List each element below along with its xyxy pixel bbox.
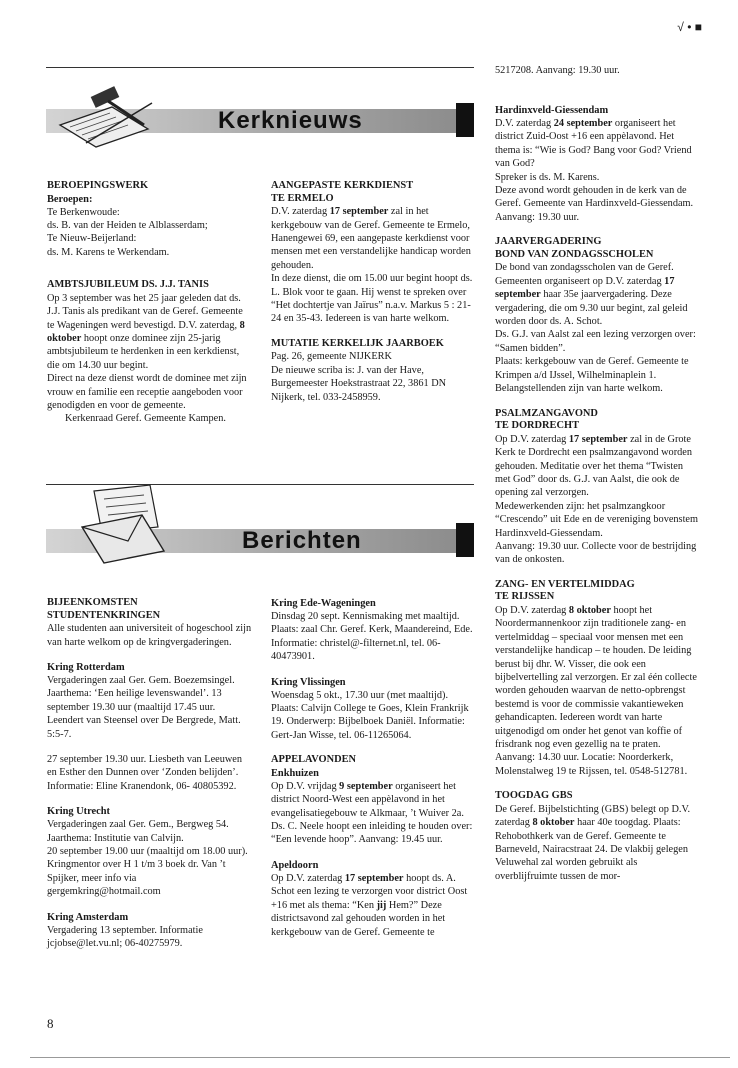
kring-utrecht xyxy=(47,805,252,898)
paragraph: 20 september 19.00 uur (maaltijd om 18.00 uur). Kringmentor over H 1 t/m 3 boek dr. Van ’t Spijker, meer info via gergemkring@hotmail.com xyxy=(47,846,248,898)
ambtsjubileum xyxy=(47,279,252,426)
text-line: Te Berkenwoude: xyxy=(47,206,120,218)
berichten-col-1 xyxy=(47,597,252,963)
bottom-rule xyxy=(30,1057,730,1058)
paragraph: Spreker is ds. M. Karens. xyxy=(495,171,600,183)
paragraph: Medewerkenden zijn: het psalmzangkoor “Crescendo” uit Ede en de vereniging bovenstem Hardinxveld-Giessendam. xyxy=(495,500,699,539)
paragraph: Pag. 26, gemeente NIJKERK xyxy=(271,351,392,363)
heading: BIJEENKOMSTEN xyxy=(47,597,138,608)
corner-marks: √ • ■ xyxy=(677,20,702,34)
zang-vertelmiddag xyxy=(495,579,700,778)
toogdag xyxy=(495,790,700,883)
paragraph: Vergaderingen zaal Ger. Gem. Boezemsingel. Jaarthema: ‘Een heilige levenswandel’. 13 september 19.30 uur (maaltijd 17.45 uur. Leendert van Steensel over De Bergrede, Matt. 5:5-7. xyxy=(47,675,241,740)
text-line: Te Nieuw-Beijerland: xyxy=(47,233,137,245)
bijeenkomsten xyxy=(47,597,252,649)
heading: TE ERMELO xyxy=(271,192,334,204)
paragraph: De bond van zondagsscholen van de Geref. Gemeenten organiseert op D.V. zaterdag 17 september haar 35e jaarvergadering. Deze vergadering, die om 9.30 uur begint, zal geleid worden door ds. A. Schot. xyxy=(495,262,688,328)
paragraph: Op D.V. zaterdag 17 september zal in de Grote Kerk te Dordrecht een psalmzangavond worden gehouden. Meditatie over het thema “Twisten met God” door ds. G.J. van Aalst, die ook de opening zal verzorgen. xyxy=(495,433,692,499)
kring-rotterdam xyxy=(47,661,252,793)
heading: TE DORDRECHT xyxy=(495,420,580,432)
page-number: 8 xyxy=(47,1016,54,1031)
subheading: Kring Ede-Wageningen xyxy=(271,598,376,609)
paragraph: Alle studenten aan universiteit of hogeschool zijn van harte welkom op de kringvergaderingen. xyxy=(47,623,252,648)
paragraph: Deze avond wordt gehouden in de kerk van de Geref. Gemeente van Hardinxveld-Giessendam. Aanvang: 19.30 uur. xyxy=(495,185,694,223)
subheading: Kring Rotterdam xyxy=(47,662,125,673)
envelope-letter-icon xyxy=(72,481,182,567)
hardinxveld xyxy=(495,104,700,224)
paragraph: Aanvang: 14.30 uur. Locatie: Noorderkerk, Molenstalweg 19 te Rijssen, tel. 0548-512781. xyxy=(495,752,688,777)
subheading: Enkhuizen xyxy=(271,767,319,779)
paragraph: De nieuwe scriba is: J. van der Have, Burgemeester Hoekstrastraat 22, 3861 DN Nijkerk, tel. 033-2458959. xyxy=(271,364,447,403)
paragraph: Vergadering 13 september. Informatie jcjobse@let.vu.nl; 06-40275979. xyxy=(47,924,203,950)
paragraph: Op D.V. vrijdag 9 september organiseert het district Noord-West een appèlavond in het evangelisatiegebouw te Alkmaar, ’t Wuiver 2a. Ds. C. Neele hoopt een inleiding te houden over: “Een levende hoop”. Aanvang: 19.45 uur. xyxy=(271,780,473,846)
paragraph: Direct na deze dienst wordt de dominee met zijn vrouw en familie een receptie aangeboden voor genodigden en voor de gemeente. xyxy=(47,373,247,412)
paragraph: De Geref. Bijbelstichting (GBS) belegt op D.V. zaterdag 8 oktober haar 40e toogdag. Plaats: Rehobothkerk van de Geref. Gemeente te Barneveld, Nairacstraat 24. De vlakbij gelegen Veluwehal zal worden gebruikt als overblijfruimte tussen de mor- xyxy=(495,803,691,882)
kerknieuws-banner xyxy=(46,99,474,145)
top-rule xyxy=(46,67,474,68)
kerknieuws-title: Kerknieuws xyxy=(218,107,363,134)
paragraph: Op D.V. zaterdag 17 september hoopt ds. A. Schot een lezing te verzorgen voor district Oost +16 met als thema: “Ken jij Hem?” Deze districtsavond zal gehouden worden in het kerkgebouw van de Geref. Gemeente te xyxy=(271,872,468,938)
heading: JAARVERGADERING xyxy=(495,236,602,248)
mutatie-jaarboek xyxy=(271,338,475,404)
text-line: ds. M. Karens te Werkendam. xyxy=(47,246,170,258)
aangepaste-kerkdienst xyxy=(271,180,475,326)
heading: TE RIJSSEN xyxy=(495,591,555,603)
kerknieuws-col-2 xyxy=(271,180,475,416)
heading: STUDENTENKRINGEN xyxy=(47,609,161,621)
paragraph: D.V. zaterdag 24 september organiseert het district Zuid-Oost +16 een appèlavond. Het thema is: “Wie is God? Bang voor God? Vriend van God? xyxy=(495,118,692,170)
heading: APPELAVONDEN xyxy=(271,754,357,766)
kring-ede xyxy=(271,597,475,664)
kring-amsterdam xyxy=(47,911,252,951)
kerknieuws-col-1 xyxy=(47,180,252,438)
signature: Kerkenraad Geref. Gemeente Kampen. xyxy=(65,413,226,425)
psalmzangavond xyxy=(495,408,700,567)
paragraph: Vergaderingen zaal Ger. Gem., Bergweg 54. Jaarthema: Institutie van Calvijn. xyxy=(47,819,229,844)
apeldoorn-continued: 5217208. Aanvang: 19.30 uur. xyxy=(495,65,620,76)
jaarvergadering xyxy=(495,236,700,395)
subheading: Apeldoorn xyxy=(271,859,319,871)
subheading: Beroepen: xyxy=(47,193,93,205)
subheading: Kring Vlissingen xyxy=(271,676,346,688)
paragraph: In deze dienst, die om 15.00 uur begint hoopt ds. L. Blok voor te gaan. Hij wenst te spreken over “Het dochtertje van Jaïrus” n.a.v. Markus 5 : 21-24 en 35-43. Iedereen is van harte welkom. xyxy=(271,273,473,325)
gavel-document-icon xyxy=(52,85,164,149)
heading: AANGEPASTE KERKDIENST xyxy=(271,180,414,191)
right-col xyxy=(495,64,700,895)
berichten-banner xyxy=(46,519,474,565)
paragraph: Ds. G.J. van Aalst zal een lezing verzorgen over: “Samen bidden”. xyxy=(495,329,696,354)
heading: AMBTSJUBILEUM DS. J.J. TANIS xyxy=(47,279,209,291)
paragraph: Dinsdag 20 sept. Kennismaking met maaltijd. Plaats: zaal Chr. Geref. Kerk, Maandereind, Ede. Informatie: christel@-filternet.nl, tel. 06-40473901. xyxy=(271,611,473,663)
paragraph: Op D.V. zaterdag 8 oktober hoopt het Noordermannenkoor zijn traditionele zang- en vertelmiddag – speciaal voor mensen met een verstandelijke handicap – te houden. De leiding berust bij dhr. W. Visser, die ook een bijbelvertelling zal verzorgen. Er zal één collecte worden gehouden waarvan de netto-opbrengst bestemd is voor de commissie vakantieweken gehandicapten. Iedereen wordt van harte uitgenodigd om onder het genot van koffie of frisdrank nog even gezellig na te praten. xyxy=(495,604,697,750)
subheading: Kring Utrecht xyxy=(47,806,111,818)
paragraph: Op 3 september was het 25 jaar geleden dat ds. J.J. Tanis als predikant van de Geref. Gemeente te Wageningen werd bevestigd. D.V. zaterdag, 8 oktober hoopt onze dominee zijn 25-jarig ambtsjubileum te herdenken in een kerkdienst, die om 14.30 uur begint. xyxy=(47,292,245,371)
heading: BOND VAN ZONDAGSSCHOLEN xyxy=(495,248,654,260)
paragraph: 27 september 19.30 uur. Liesbeth van Leeuwen en Esther den Dunnen over ‘Zonden belijden’. Informatie: Eline Kranendonk, 06- 40805392. xyxy=(47,754,243,792)
berichten-col-2 xyxy=(271,597,475,952)
heading: TOOGDAG GBS xyxy=(495,790,573,802)
beroepingswerk xyxy=(47,180,252,259)
subheading: Kring Amsterdam xyxy=(47,911,129,923)
heading: ZANG- EN VERTELMIDDAG xyxy=(495,578,635,590)
kring-vlissingen xyxy=(271,676,475,743)
subheading: Hardinxveld-Giessendam xyxy=(495,105,609,116)
berichten-title: Berichten xyxy=(242,527,362,554)
paragraph: Plaats: kerkgebouw van de Geref. Gemeente te Krimpen a/d IJssel, Wilhelminaplein 1. Belangstellenden zijn van harte welkom. xyxy=(495,356,689,395)
heading: PSALMZANGAVOND xyxy=(495,407,598,419)
paragraph: Woensdag 5 okt., 17.30 uur (met maaltijd). Plaats: Calvijn College te Goes, Klein Frankrijk 19. Onderwerp: Bijbelboek Daniël. Informatie: Gert-Jan Wisse, tel. 06-11265064. xyxy=(271,689,469,741)
apeldoorn xyxy=(271,859,475,940)
paragraph: D.V. zaterdag 17 september zal in het kerkgebouw van de Geref. Gemeente te Ermelo, Hanengewei 69, een aangepaste kerkdienst voor mensen met een verstandelijke handicap worden gehouden. xyxy=(271,206,471,271)
heading: MUTATIE KERKELIJK JAARBOEK xyxy=(271,337,444,349)
appelavonden xyxy=(271,754,475,847)
text-line: ds. B. van der Heiden te Alblasserdam; xyxy=(47,220,208,231)
paragraph: Aanvang: 19.30 uur. Collecte voor de bestrijding van de onkosten. xyxy=(495,540,697,566)
heading: BEROEPINGSWERK xyxy=(47,180,149,191)
